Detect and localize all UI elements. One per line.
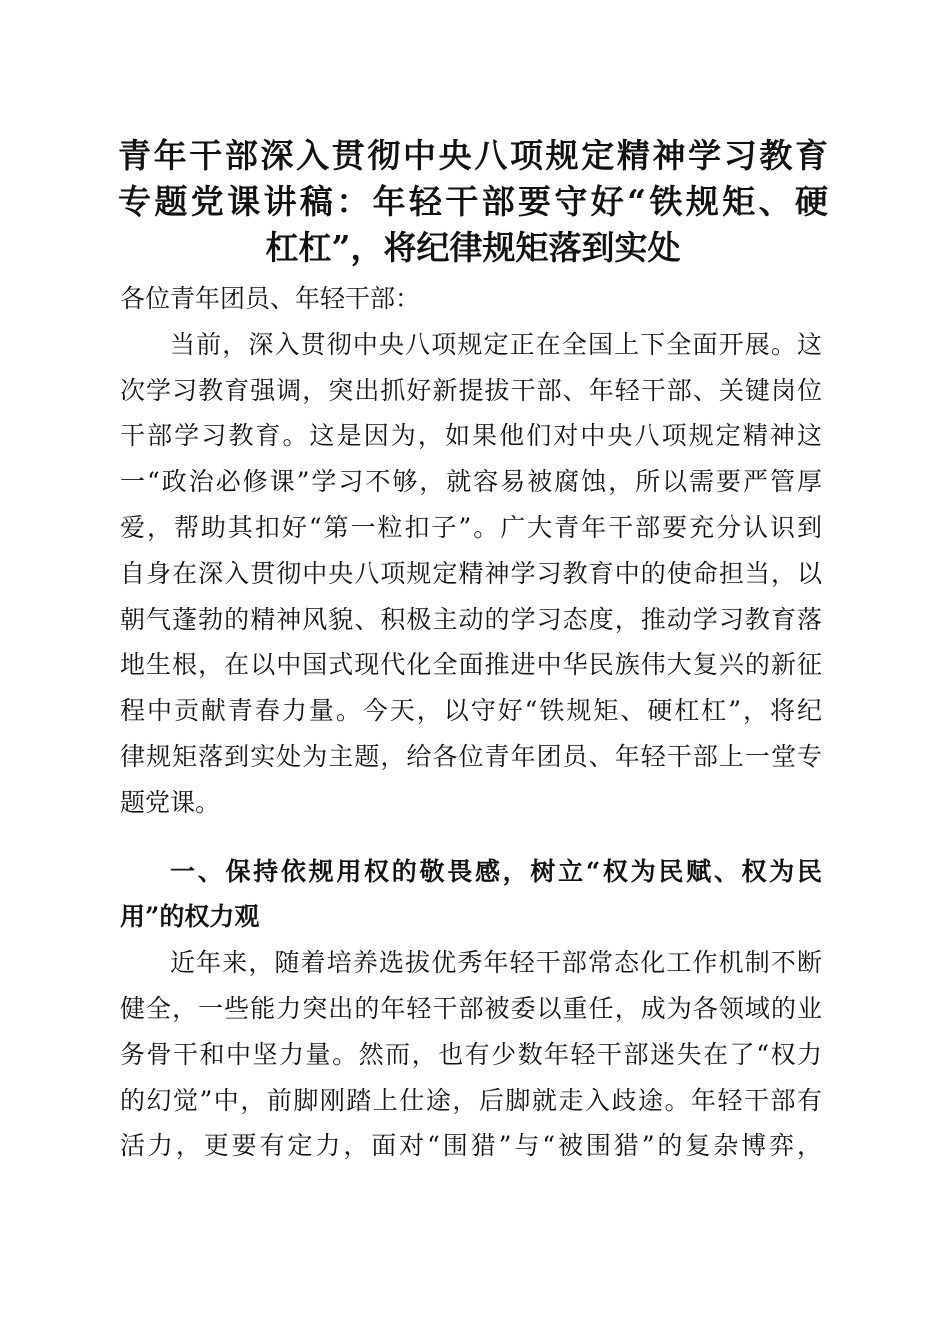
text-line: 当前，深入贯彻中央八项规定正在全国上下全面开展。这 [170, 329, 822, 359]
text-line: 爱，帮助其扣好“第一粒扣子”。广大青年干部要充分认识到 [120, 512, 822, 542]
text-line: 近年来，随着培养选拔优秀年轻干部常态化工作机制不断 [170, 948, 822, 978]
paragraph-section-1 [120, 940, 822, 1169]
text-line: 一“政治必修课”学习不够，就容易被腐蚀，所以需要严管厚 [120, 467, 822, 497]
text-line: 次学习教育强调，突出抓好新提拔干部、年轻干部、关键岗位 [120, 375, 822, 405]
document-body [120, 276, 822, 1169]
text-line: 健全，一些能力突出的年轻干部被委以重任，成为各领域的业 [120, 993, 822, 1023]
text-line: 题党课。 [120, 787, 221, 817]
heading-line: 用”的权力观 [120, 902, 260, 932]
text-line: 自身在深入贯彻中央八项规定精神学习教育中的使命担当，以 [120, 558, 822, 588]
text-line: 地生根，在以中国式现代化全面推进中华民族伟大复兴的新征 [120, 650, 822, 680]
text-line: 程中贡献青春力量。今天，以守好“铁规矩、硬杠杠”，将纪 [120, 696, 822, 726]
text-line: 的幻觉”中，前脚刚踏上仕途，后脚就走入歧途。年轻干部有 [120, 1085, 822, 1115]
heading-line: 一、保持依规用权的敬畏感，树立“权为民赋、权为民 [170, 856, 822, 886]
text-line: 务骨干和中坚力量。然而，也有少数年轻干部迷失在了“权力 [120, 1039, 822, 1069]
title-line: 杠杠”，将纪律规矩落到实处 [265, 228, 681, 267]
text-line: 朝气蓬勃的精神风貌、积极主动的学习态度，推动学习教育落 [120, 604, 822, 634]
text-line: 活力，更要有定力，面对“围猎”与“被围猎”的复杂博弈， [120, 1131, 822, 1161]
text-line: 律规矩落到实处为主题，给各位青年团员、年轻干部上一堂专 [120, 741, 822, 771]
document-title [118, 133, 828, 271]
section-heading-1 [120, 849, 822, 941]
greeting: 各位青年团员、年轻干部： [120, 284, 421, 313]
title-line: 青年干部深入贯彻中央八项规定精神学习教育 [118, 136, 828, 175]
title-line: 专题党课讲稿：年轻干部要守好“铁规矩、硬 [118, 182, 828, 221]
paragraph-intro [120, 322, 822, 826]
text-line: 干部学习教育。这是因为，如果他们对中央八项规定精神这 [120, 421, 822, 451]
